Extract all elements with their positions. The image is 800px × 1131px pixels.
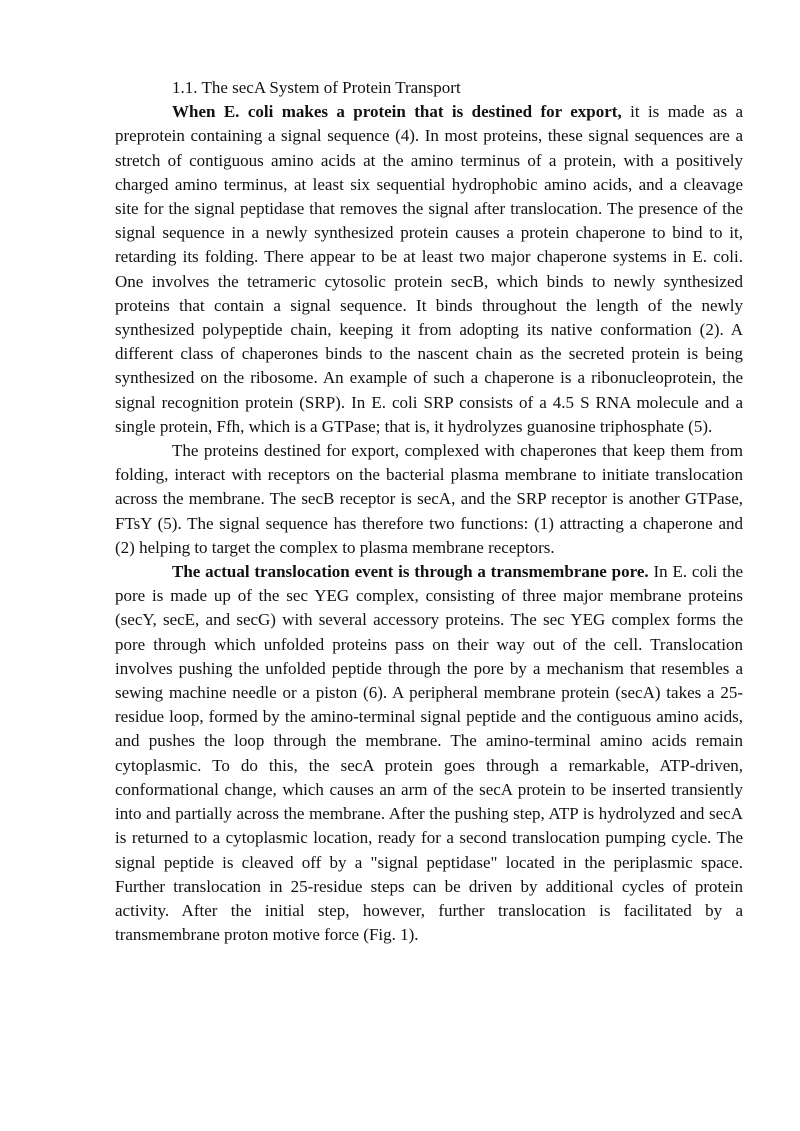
paragraph-lead: When E. coli makes a protein that is destined for export, [172, 102, 622, 122]
paragraph-lead: The actual translocation event is through a transmembrane pore. [172, 562, 649, 582]
paragraph-body: In E. coli the pore is made up of the sec YEG complex, consisting of three major membrane proteins (secY, secE, and secG) with several accessory proteins. The sec YEG complex forms the pore through which unfolded proteins pass on their way out of the cell. Translocation involves pushing the unfolded peptide through the pore by a mechanism that resembles a sewing machine needle or a piston (6). A peripheral membrane protein (secA) takes a 25-residue loop, formed by the amino-terminal signal peptide and the contiguous amino acids, and pushes the loop through the membrane. The amino-terminal amino acids remain cytoplasmic. To do this, the secA protein goes through a remarkable, ATP-driven, conformational change, which causes an arm of the secA protein to be inserted transiently into and partially across the membrane. After the pushing step, ATP is hydrolyzed and secA is returned to a cytoplasmic location, ready for a second translocation pumping cycle. The signal peptide is cleaved off by a "signal peptidase" located in the periplasmic space. Further translocation in 25-residue steps can be driven by additional cycles of protein activity. After the initial step, however, further translocation is facilitated by a transmembrane proton motive force (Fig. 1). [115, 562, 743, 945]
paragraph-receptors [115, 439, 743, 560]
document-page [115, 76, 743, 947]
paragraph-translocation-pore [115, 560, 743, 947]
paragraph-body: it is made as a preprotein containing a signal sequence (4). In most proteins, these signal sequences are a stretch of contiguous amino acids at the amino terminus of a protein, with a positively charged amino terminus, at least six sequential hydrophobic amino acids, and a cleavage site for the signal peptidase that removes the signal after translocation. The presence of the signal sequence in a newly synthesized protein causes a protein chaperone to bind to it, retarding its folding. There appear to be at least two major chaperone systems in E. coli. One involves the tetrameric cytosolic protein secB, which binds to newly synthesized proteins that contain a signal sequence. It binds throughout the length of the newly synthesized polypeptide chain, keeping it from adopting its native conformation (2). A different class of chaperones binds to the nascent chain as the secreted protein is being synthesized on the ribosome. An example of such a chaperone is a ribonucleoprotein, the signal recognition protein (SRP). In E. coli SRP consists of a 4.5 S RNA molecule and a single protein, Ffh, which is a GTPase; that is, it hydrolyzes guanosine triphosphate (5). [115, 102, 743, 436]
paragraph-body: The proteins destined for export, complexed with chaperones that keep them from folding, interact with receptors on the bacterial plasma membrane to initiate translocation across the membrane. The secB receptor is secA, and the SRP receptor is another GTPase, FTsY (5). The signal sequence has therefore two functions: (1) attracting a chaperone and (2) helping to target the complex to plasma membrane receptors. [115, 441, 743, 557]
paragraph-export-signal [115, 100, 743, 439]
section-heading: 1.1. The secA System of Protein Transport [172, 78, 461, 97]
